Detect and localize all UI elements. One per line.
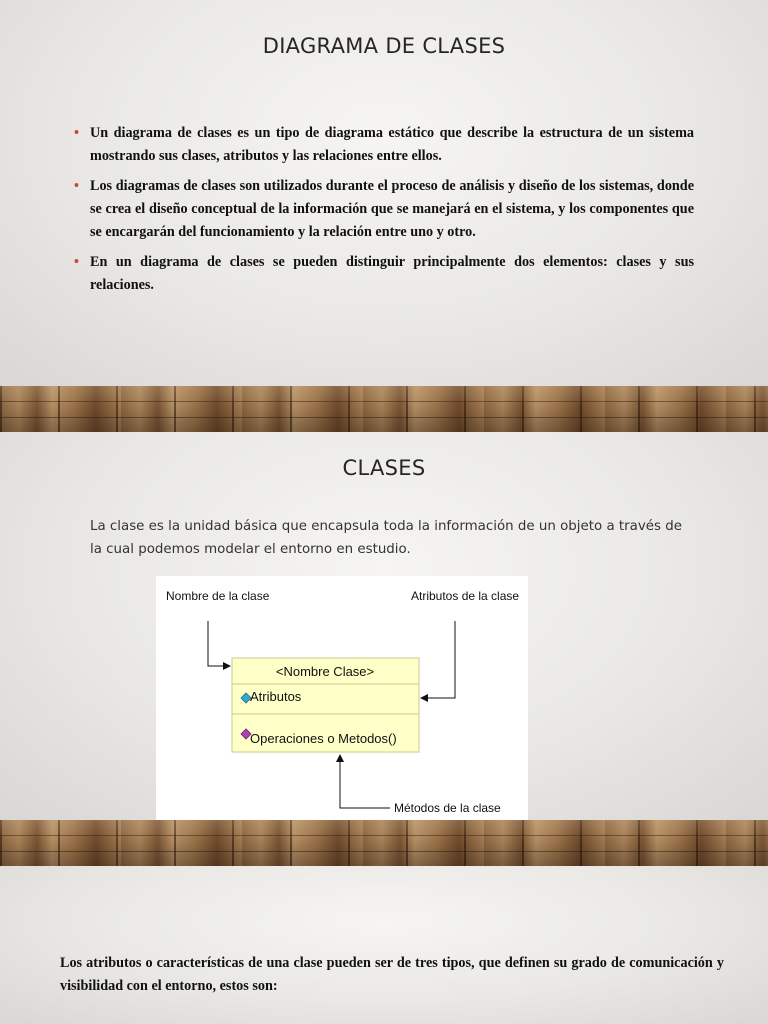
bullet-item bbox=[74, 122, 694, 168]
bullet-text: Un diagrama de clases es un tipo de diagrama estático que describe la estructura de un sistema mostrando sus clases, atributos y las relaciones entre ellos. bbox=[90, 125, 694, 164]
class-box-header: <Nombre Clase> bbox=[275, 664, 375, 679]
class-box-attributes: Atributos bbox=[250, 689, 302, 704]
bullet-text: En un diagrama de clases se pueden distinguir principalmente dos elementos: clases y sus relaciones. bbox=[90, 254, 694, 293]
class-diagram-figure bbox=[156, 576, 528, 820]
bullet-list bbox=[74, 122, 694, 304]
arrow-attributes bbox=[421, 621, 455, 698]
bullet-dot-icon: • bbox=[74, 125, 79, 141]
slide-title: DIAGRAMA DE CLASES bbox=[262, 34, 506, 58]
arrow-methods bbox=[340, 755, 390, 808]
label-attributes: Atributos de la clase bbox=[411, 589, 520, 603]
bullet-dot-icon: • bbox=[74, 254, 79, 270]
slide-paragraph: La clase es la unidad básica que encapsula toda la información de un objeto a través de la cual podemos modelar el entorno en estudio. bbox=[90, 519, 683, 557]
bullet-dot-icon: • bbox=[74, 178, 79, 194]
label-class-name: Nombre de la clase bbox=[166, 589, 270, 603]
class-diagram-svg bbox=[156, 576, 528, 820]
wood-floor-separator bbox=[0, 386, 768, 432]
slide-paragraph: Los atributos o características de una clase pueden ser de tres tipos, que definen su grado de comunicación y visibilidad con el entorno, estos son: bbox=[60, 955, 724, 994]
arrow-class-name bbox=[208, 621, 230, 666]
bullet-text: Los diagramas de clases son utilizados durante el proceso de análisis y diseño de los sistemas, donde se crea el diseño conceptual de la información que se manejará en el sistema, y los componentes que se encargarán del funcionamiento y la relación entre uno y otro. bbox=[90, 178, 694, 240]
bullet-item bbox=[74, 175, 694, 244]
label-methods: Métodos de la clase bbox=[394, 801, 501, 815]
bullet-item bbox=[74, 251, 694, 297]
wood-floor-separator bbox=[0, 820, 768, 866]
slide-atributos bbox=[0, 866, 768, 1024]
class-box-operations: Operaciones o Metodos() bbox=[250, 731, 397, 746]
slide-title: CLASES bbox=[342, 456, 426, 480]
